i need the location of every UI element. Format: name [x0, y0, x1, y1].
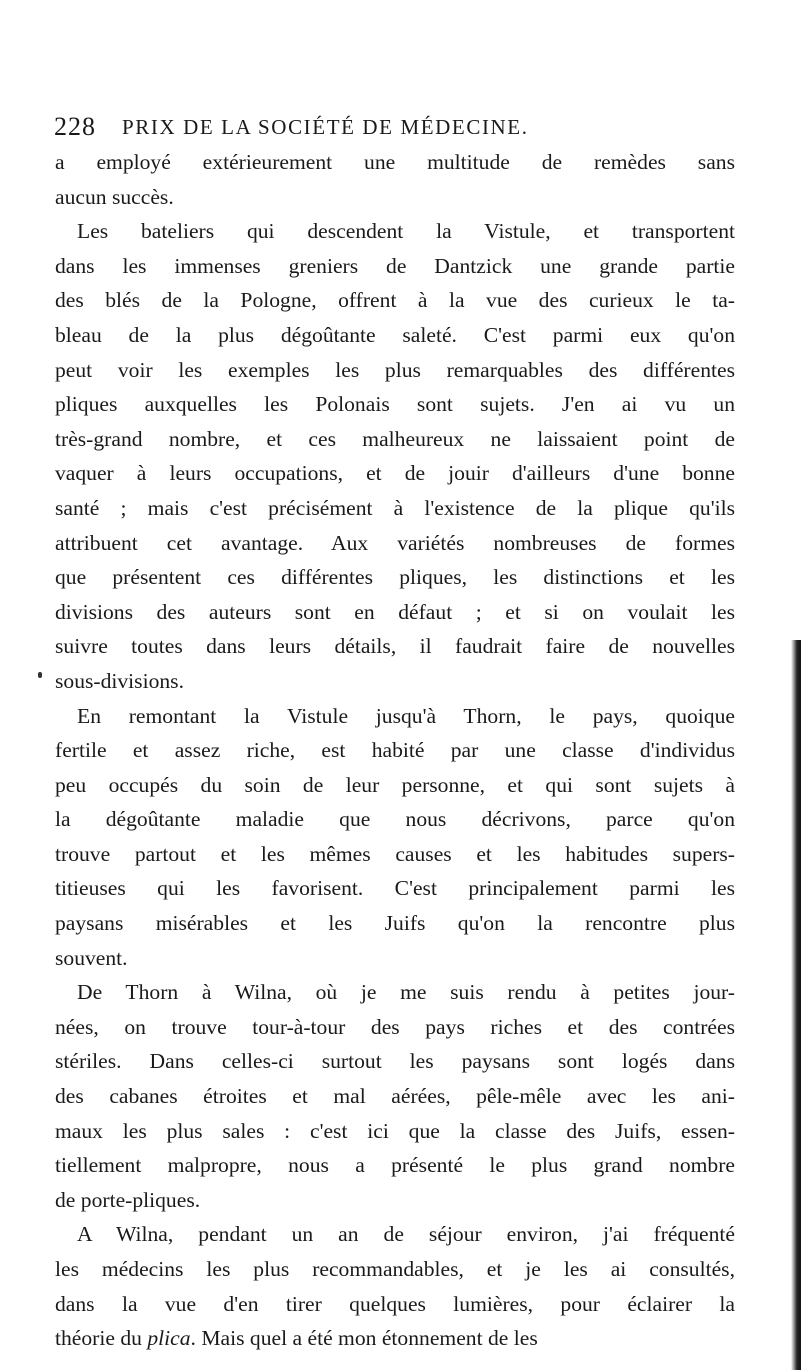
text-line: Les bateliers qui descendent la Vistule, et transportent: [77, 219, 735, 244]
text-line: fertile et assez riche, est habité par une classe d'individus: [55, 738, 735, 763]
text-line: [55, 1321, 735, 1356]
text-line: attribuent cet avantage. Aux variétés nombreuses de formes: [55, 530, 735, 555]
text-line: santé ; mais c'est précisément à l'existence de la plique qu'ils: [55, 495, 735, 520]
text-line: des cabanes étroites et mal aérées, pêle-mêle avec les ani-: [55, 1084, 735, 1109]
body-text: [55, 145, 735, 1356]
margin-mark: [38, 672, 42, 678]
text-line: vaquer à leurs occupations, et de jouir d'ailleurs d'une bonne: [55, 461, 735, 486]
text-line: En remontant la Vistule jusqu'à Thorn, le pays, quoique: [77, 703, 735, 728]
text-line: sous-divisions.: [55, 668, 184, 693]
text-line: la dégoûtante maladie que nous décrivons, parce qu'on: [55, 807, 735, 832]
text-line: dans la vue d'en tirer quelques lumières, pour éclairer la: [55, 1291, 735, 1316]
text-line: dans les immenses greniers de Dantzick une grande partie: [55, 253, 735, 278]
text-line: de porte-pliques.: [55, 1187, 201, 1212]
text-line: maux les plus sales : c'est ici que la classe des Juifs, essen-: [55, 1118, 735, 1143]
text-segment: théorie du: [55, 1326, 142, 1351]
text-line: très-grand nombre, et ces malheureux ne laissaient point de: [55, 426, 735, 451]
running-head: PRIX DE LA SOCIÉTÉ DE MÉDECINE.: [122, 115, 529, 139]
text-line: stériles. Dans celles-ci surtout les paysans sont logés dans: [55, 1049, 735, 1074]
text-line: que présentent ces différentes pliques, les distinctions et les: [55, 565, 735, 590]
text-line: pliques auxquelles les Polonais sont sujets. J'en ai vu un: [55, 392, 735, 417]
text-line: titieuses qui les favorisent. C'est principalement parmi les: [55, 876, 735, 901]
text-line: des blés de la Pologne, offrent à la vue des curieux le ta-: [55, 288, 735, 313]
text-line: a employé extérieurement une multitude de remèdes sans: [55, 150, 735, 174]
text-line: les médecins les plus recommandables, et je les ai consultés,: [55, 1257, 735, 1281]
text-line: tiellement malpropre, nous a présenté le plus grand nombre: [55, 1153, 735, 1178]
text-line: divisions des auteurs sont en défaut ; et si on voulait les: [55, 599, 735, 624]
text-line: A Wilna, pendant un an de séjour environ, j'ai fréquenté: [77, 1222, 735, 1247]
text-line: suivre toutes dans leurs détails, il faudrait faire de nouvelles: [55, 634, 735, 659]
text-line: trouve partout et les mêmes causes et les habitudes supers-: [55, 841, 735, 866]
page-edge-shadow: [791, 640, 801, 1370]
text-line: De Thorn à Wilna, où je me suis rendu à petites jour-: [77, 980, 735, 1005]
text-line: nées, on trouve tour-à-tour des pays riches et des contrées: [55, 1014, 735, 1039]
page-header: [54, 112, 734, 144]
italic-term: plica: [147, 1326, 191, 1351]
text-line: peut voir les exemples les plus remarquables des différentes: [55, 357, 735, 382]
page-number: 228: [54, 112, 96, 141]
text-line: paysans misérables et les Juifs qu'on la rencontre plus: [55, 911, 735, 936]
text-line: peu occupés du soin de leur personne, et qui sont sujets à: [55, 772, 735, 797]
text-line: souvent.: [55, 945, 128, 970]
text-line: bleau de la plus dégoûtante saleté. C'est parmi eux qu'on: [55, 322, 735, 347]
text-segment: . Mais quel a été mon étonnement de les: [190, 1326, 538, 1351]
text-line: aucun succès.: [55, 184, 174, 209]
